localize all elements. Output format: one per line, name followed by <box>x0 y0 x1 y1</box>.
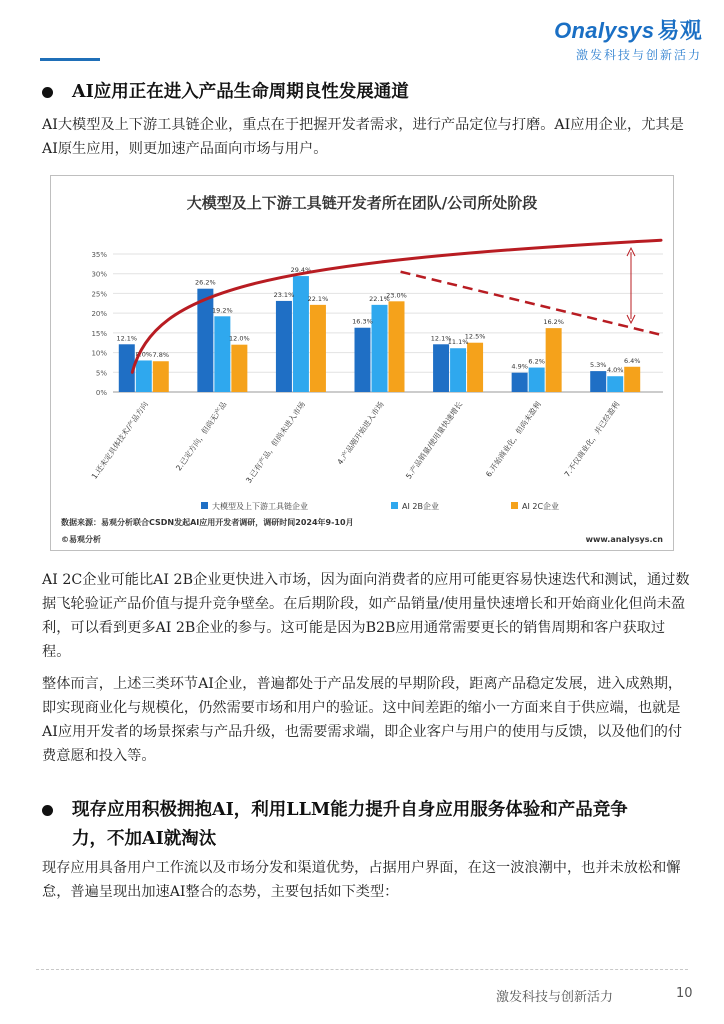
bar-value-label: 29.4% <box>290 266 312 275</box>
brand-logo <box>554 14 702 63</box>
bar <box>153 361 169 392</box>
section-heading-1 <box>42 78 409 107</box>
bar-value-label: 7.8% <box>152 351 170 360</box>
bar <box>310 305 326 392</box>
brand-name-cn: 易观 <box>657 18 702 43</box>
paragraph-3: 整体而言，上述三类环节AI企业，普遍都处于产品发展的早期阶段，距离产品稳定发展，进入成熟期，即实现商业化与规模化，仍然需要市场和用户的验证。这中间差距的缩小一方面来自于供应端，也就是AI应用开发者的场景探索与产品升级，也需要需求端，即企业客户与用户的使用与反馈，以及他们的付费意愿和投入等。 <box>42 676 683 764</box>
bar <box>450 348 466 392</box>
x-tick-label: 7.不仅商业化，并已经盈利 <box>562 399 622 479</box>
bar-value-label: 11.1% <box>447 338 469 347</box>
y-tick-label: 25% <box>91 290 107 299</box>
bar <box>276 301 292 392</box>
y-tick-label: 20% <box>91 310 107 319</box>
legend-label: 大模型及上下游工具链企业 <box>212 502 308 511</box>
bar <box>529 368 545 392</box>
decline-dashed-line <box>401 272 661 335</box>
bar <box>136 360 152 392</box>
y-tick-label: 5% <box>95 369 107 378</box>
bar <box>467 343 483 392</box>
section-heading-1-text: AI应用正在进入产品生命周期良性发展通道 <box>72 82 409 102</box>
x-tick-label: 6.开始商业化，但尚未盈利 <box>483 399 543 479</box>
y-tick-label: 10% <box>91 349 107 358</box>
legend-swatch <box>391 502 398 509</box>
bar-value-label: 22.1% <box>369 294 390 303</box>
y-tick-label: 15% <box>91 329 107 338</box>
bar <box>197 289 213 392</box>
footer-slogan: 激发科技与创新活力 <box>496 990 614 1005</box>
footer-divider <box>36 969 688 970</box>
section-heading-2-line-2: 力，不加AI就淘汰 <box>72 829 217 849</box>
chart-source: 数据来源：易观分析联合CSDN发起AI应用开发者调研，调研时间2024年9-10月 <box>61 518 354 527</box>
section-heading-2-line-1: 现存应用积极拥抱AI，利用LLM能力提升自身应用服务体验和产品竞争 <box>72 800 628 820</box>
chart-website: www.analysys.cn <box>585 535 663 544</box>
bar <box>590 371 606 392</box>
x-tick-label: 3.已有产品，但尚未进入市场 <box>243 399 308 485</box>
x-tick-label: 1.还未定具体技术/产品方向 <box>89 399 150 481</box>
bar-value-label: 4.9% <box>511 362 528 371</box>
x-tick-label: 4.产品刚开始进入市场 <box>335 399 386 467</box>
bar-value-label: 19.2% <box>212 306 233 315</box>
bar-value-label: 26.2% <box>195 278 216 287</box>
bar <box>433 344 449 392</box>
bar-value-label: 12.5% <box>464 332 486 341</box>
legend-swatch <box>201 502 208 509</box>
bar <box>293 276 309 392</box>
x-tick-label: 2.已定方向，但尚无产品 <box>174 399 229 473</box>
legend-label: AI 2C企业 <box>522 502 560 511</box>
bar-value-label: 22.1% <box>307 294 329 303</box>
chart-copyright: ©易观分析 <box>61 535 101 544</box>
bar <box>512 373 528 392</box>
bar <box>372 305 388 392</box>
y-tick-label: 35% <box>91 251 107 259</box>
bar-value-label: 12.1% <box>430 334 452 343</box>
bar-value-label: 23.1% <box>273 290 295 299</box>
y-tick-label: 30% <box>91 270 107 279</box>
paragraph-1: AI大模型及上下游工具链企业，重点在于把握开发者需求，进行产品定位与打磨。AI应用企业，尤其是AI原生应用，则更加速产品面向市场与用户。 <box>42 117 684 157</box>
page-number: 10 <box>676 986 693 1001</box>
bar-value-label: 23.0% <box>386 291 407 300</box>
bar-value-label: 16.2% <box>543 318 564 327</box>
bar-value-label: 6.2% <box>528 357 545 366</box>
bar-value-label: 12.1% <box>116 334 138 343</box>
bar <box>231 345 247 392</box>
bar <box>214 316 230 392</box>
paragraph-4: 现存应用具备用户工作流以及市场分发和渠道优势，占据用户界面，在这一波浪潮中，也并未放松和懈怠，普遍呈现出加速AI整合的态势，主要包括如下类型： <box>42 860 681 900</box>
bullet-dot <box>42 87 53 98</box>
bar-value-label: 6.4% <box>623 356 641 365</box>
brand-name-en: Onalysys <box>554 18 655 43</box>
chart-canvas <box>51 176 673 550</box>
paragraph-2: AI 2C企业可能比AI 2B企业更快进入市场，因为面向消费者的应用可能更容易快速迭代和测试，通过数据飞轮验证产品价值与提升竞争壁垒。在后期阶段，如产品销量/使用量快速增长和开始商业化但尚未盈利，可以看到更多AI 2B企业的参与。这可能是因为B2B应用通常需要更长的销售周期和客户获取过程。 <box>42 572 690 660</box>
y-tick-label: 0% <box>95 389 107 397</box>
bar <box>355 328 371 392</box>
section-heading-2 <box>42 796 628 854</box>
bar-value-label: 5.3% <box>589 361 607 370</box>
bar-value-label: 12.0% <box>229 334 250 343</box>
bar-value-label: 16.3% <box>352 317 373 326</box>
bullet-dot <box>42 805 53 816</box>
bar <box>389 301 405 392</box>
bar <box>624 367 640 392</box>
legend-label: AI 2B企业 <box>402 502 439 511</box>
bar <box>607 376 623 392</box>
brand-slogan: 激发科技与创新活力 <box>575 48 702 62</box>
legend-swatch <box>511 502 518 509</box>
stage-chart <box>50 175 674 551</box>
header-accent-bar <box>40 58 100 61</box>
bar-value-label: 8.0% <box>135 350 153 359</box>
bar-value-label: 4.0% <box>606 366 624 375</box>
chart-title: 大模型及上下游工具链开发者所在团队/公司所处阶段 <box>186 194 538 212</box>
bar <box>546 328 562 392</box>
x-tick-label: 5.产品销量/使用量快速增长 <box>403 399 465 481</box>
